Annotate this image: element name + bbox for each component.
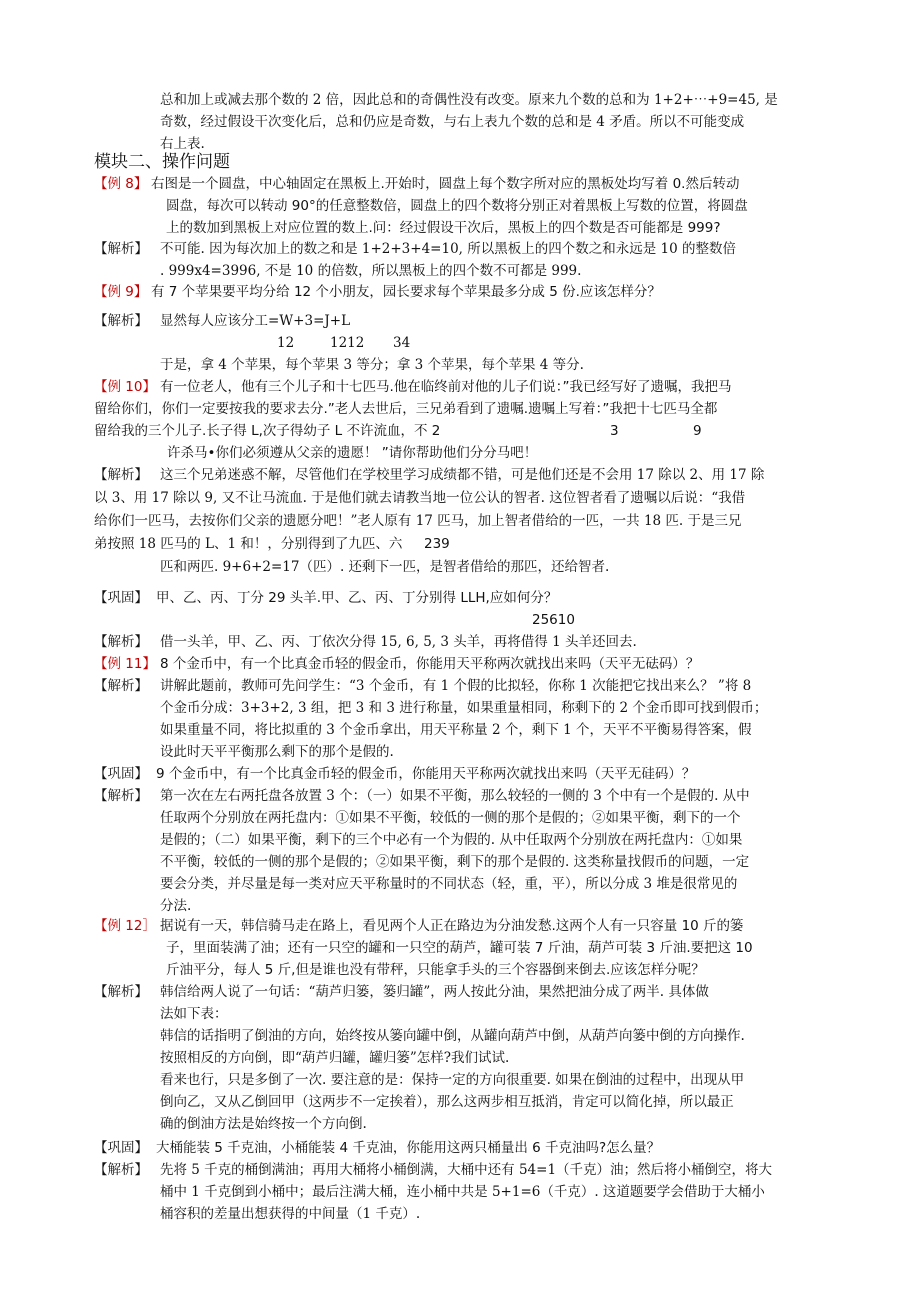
example-9-tag: 【例 9】: [94, 284, 148, 300]
consolidation-2-tag: 【巩固】: [94, 766, 148, 782]
solution-g2-line-1: 第一次在左右两托盘各放置 3 个：（一）如果不平衡，那么较轻的一侧的 3 个中有一个是假的. 从中: [160, 788, 750, 804]
solution-8-line-1: 不可能. 因为每次加上的数之和是 1+2+3+4=10, 所以黑板上的四个数之和永远是 10 的整数倍: [160, 241, 736, 257]
example-10-line-4: 许杀马•你们必须遵从父亲的遗愿！ ”请你帮助他们分分马吧！: [167, 445, 538, 461]
solution-9-num-12: 12: [277, 335, 295, 351]
solution-9-tag: 【解析】: [94, 313, 148, 329]
solution-8-line-2: . 999x4=3996, 不是 10 的倍数，所以黑板上的四个数不可都是 999.: [160, 263, 582, 279]
solution-12-line-3: 韩信的话指明了倒油的方向，始终按从篓向罐中倒，从罐向葫芦中倒，从葫芦向篓中倒的方向操作.: [160, 1028, 745, 1044]
solution-9-num-34: 34: [393, 335, 411, 351]
example-8-line-2: 圆盘，每次可以转动 90°的任意整数倍，圆盘上的四个数将分别正对着黑板上写数的位置，将圆盘: [166, 198, 748, 214]
example-10-num-3: 3: [610, 423, 619, 439]
solution-12-line-4: 按照相反的方向倒，即“葫芦归罐，罐归篓”怎样?我们试试.: [160, 1050, 510, 1066]
example-11-tag: 【例 11】: [94, 656, 156, 672]
solution-10-line-1: 这三个兄弟迷惑不解，尽管他们在学校里学习成绩都不错，可是他们还是不会用 17 除以 2、用 17 除: [160, 467, 765, 483]
intro-line-3: 右上表.: [160, 136, 205, 152]
consolidation-3-tag: 【巩固】: [94, 1140, 148, 1156]
solution-10-line-4: 弟按照 18 匹马的 L、1 和！，分别得到了九匹、六: [94, 536, 403, 552]
solution-12-tag: 【解析】: [94, 984, 148, 1000]
solution-10-line-2: 以 3、用 17 除以 9, 又不让马流血. 于是他们就去请教当地一位公认的智者. 这位智者看了遗嘱以后说：“我借: [94, 490, 746, 506]
example-11-line-1: 8 个金币中，有一个比真金币轻的假金币，你能用天平称两次就找出来吗（天平无砝码）？: [160, 656, 700, 672]
solution-g3-line-2: 桶中 1 千克倒到小桶中；最后注满大桶，连小桶中共是 5+1=6（千克）. 这道题要学会借助于大桶小: [160, 1184, 765, 1200]
solution-g2-line-2: 任取两个分别放在两托盘内：①如果不平衡，较低的一侧的那个是假的；②如果平衡，剩下的一个: [160, 810, 741, 826]
example-8-line-1: 右图是一个圆盘，中心轴固定在黑板上.开始时，圆盘上每个数字所对应的黑板处均写着 0.然后转动: [151, 176, 740, 192]
solution-g3-line-3: 桶容积的差量出想获得的中间量（1 千克）.: [160, 1206, 421, 1222]
example-8-tag: 【例 8】: [94, 176, 148, 192]
solution-10-line-3: 给你们一匹马，去按你们父亲的遗愿分吧！”老人原有 17 匹马，加上智者借给的一匹，一共 18 匹. 于是三兄: [94, 513, 742, 529]
solution-9-line-2: 于是，拿 4 个苹果，每个苹果 3 等分；拿 3 个苹果，每个苹果 4 等分.: [160, 357, 584, 373]
solution-g3-tag: 【解析】: [94, 1162, 148, 1178]
solution-g2-line-6: 分法.: [160, 898, 192, 914]
solution-12-line-2: 法如下表：: [160, 1006, 228, 1022]
intro-line-1: 总和加上或减去那个数的 2 倍，因此总和的奇偶性没有改变。原来九个数的总和为 1+2+⋯+9=45, 是: [160, 92, 778, 108]
solution-11-line-1: 讲解此题前，教师可先问学生：“3 个金币，有 1 个假的比拟轻，你称 1 次能把它找出来么？ ”将 8: [160, 678, 752, 694]
consolidation-3-line-1: 大桶能装 5 千克油，小桶能装 4 千克油，你能用这两只桶量出 6 千克油吗?怎么量？: [156, 1140, 661, 1156]
solution-9-line-1: 显然每人应该分工=W+3=J+L: [160, 313, 351, 329]
solution-12-line-1: 韩信给两人说了一句话：“葫芦归篓，篓归罐”，两人按此分油，果然把油分成了两半. 具体做: [160, 984, 709, 1000]
solution-10-tag: 【解析】: [94, 467, 148, 483]
example-10-num-9: 9: [693, 423, 702, 439]
consolidation-1-line-1: 甲、乙、丙、丁分 29 头羊.甲、乙、丙、丁分别得 LLH,应如何分？: [156, 590, 558, 606]
solution-11-line-2: 个金币分成：3+3+2, 3 组，把 3 和 3 进行称量，如果重量相同，称剩下的 2 个金币即可找到假币；: [160, 700, 768, 716]
consolidation-1-tag: 【巩固】: [94, 590, 148, 606]
example-10-line-2: 留给你们，你们一定要按我的要求去分.”老人去世后，三兄弟看到了遗嘱.遗嘱上写着：”我把十七匹马全都: [94, 401, 718, 417]
solution-11-tag: 【解析】: [94, 678, 148, 694]
solution-g2-line-3: 是假的；（二）如果平衡，剩下的三个中必有一个为假的. 从中任取两个分别放在两托盘内：①如果: [160, 832, 743, 848]
solution-8-tag: 【解析】: [94, 241, 148, 257]
section-title: 模块二、操作问题: [94, 152, 230, 172]
example-8-line-3: 上的数加到黑板上对应位置的数上.问：经过假设干次后，黑板上的四个数是否可能都是 999?: [166, 220, 721, 236]
solution-10-line-5: 匹和两匹. 9+6+2=17（匹）. 还剩下一匹，是智者借给的那匹，还给智者.: [160, 559, 610, 575]
example-9-line-1: 有 7 个苹果要平均分给 12 个小朋友，园长要求每个苹果最多分成 5 份.应该怎样分？: [151, 284, 661, 300]
example-10-line-1: 有一位老人，他有三个儿子和十七匹马.他在临终前对他的儿子们说：”我已经写好了遗嘱，我把马: [160, 379, 732, 395]
solution-g1-tag: 【解析】: [94, 634, 148, 650]
solution-g2-line-5: 要会分类，并尽量是每一类对应天平称量时的不同状态（轻，重，平），所以分成 3 堆是很常见的: [160, 876, 738, 892]
example-12-line-1: 据说有一天，韩信骑马走在路上，看见两个人正在路边为分油发愁.这两个人有一只容量 10 斤的篓: [160, 918, 744, 934]
solution-g1-line-1: 借一头羊，甲、乙、丙、丁依次分得 15, 6, 5, 3 头羊，再将借得 1 头羊还回去.: [160, 634, 637, 650]
example-12-line-3: 斤油平分，每人 5 斤,但是谁也没有带秤，只能拿手头的三个容器倒来倒去.应该怎样分呢？: [166, 962, 705, 978]
solution-9-num-1212: 1212: [330, 335, 365, 351]
solution-11-line-4: 设此时天平平衡那么剩下的那个是假的.: [160, 744, 394, 760]
example-10-line-3: 留给我的三个儿子.长子得 L,次子得幼子 L 不许流血，不 2: [94, 423, 441, 439]
example-10-tag: 【例 10】: [94, 379, 156, 395]
consolidation-1-num: 25610: [532, 612, 575, 628]
solution-g2-tag: 【解析】: [94, 788, 148, 804]
solution-10-fractions: 239: [424, 536, 450, 552]
solution-11-line-3: 如果重量不同，将比拟重的 3 个金币拿出，用天平称量 2 个，剩下 1 个，天平不平衡易得答案，假: [160, 722, 752, 738]
solution-g2-line-4: 不平衡，较低的一侧的那个是假的；②如果平衡，剩下的那个是假的. 这类称量找假币的问题，一定: [160, 854, 750, 870]
solution-12-line-5: 看来也行，只是多倒了一次. 要注意的是：保持一定的方向很重要. 如果在倒油的过程中，出现从甲: [160, 1072, 745, 1088]
consolidation-2-line-1: 9 个金币中，有一个比真金币轻的假金币，你能用天平称两次就找出来吗（天平无硅码）？: [156, 766, 696, 782]
example-12-tag: 【例 12］: [94, 918, 156, 934]
solution-g3-line-1: 先将 5 千克的桶倒满油；再用大桶将小桶倒满，大桶中还有 54=1（千克）油；然后将小桶倒空，将大: [160, 1162, 773, 1178]
example-12-line-2: 子，里面装满了油；还有一只空的罐和一只空的葫芦，罐可装 7 斤油，葫芦可装 3 斤油.要把这 10: [166, 940, 753, 956]
solution-12-line-7: 确的倒油方法是始终按一个方向倒.: [160, 1116, 367, 1132]
solution-12-line-6: 倒向乙，又从乙倒回甲（这两步不一定挨着），那么这两步相互抵消，肯定可以简化掉，所以最正: [160, 1094, 734, 1110]
intro-line-2: 奇数，经过假设干次变化后，总和仍应是奇数，与右上表九个数的总和是 4 矛盾。所以不可能变成: [160, 114, 745, 130]
